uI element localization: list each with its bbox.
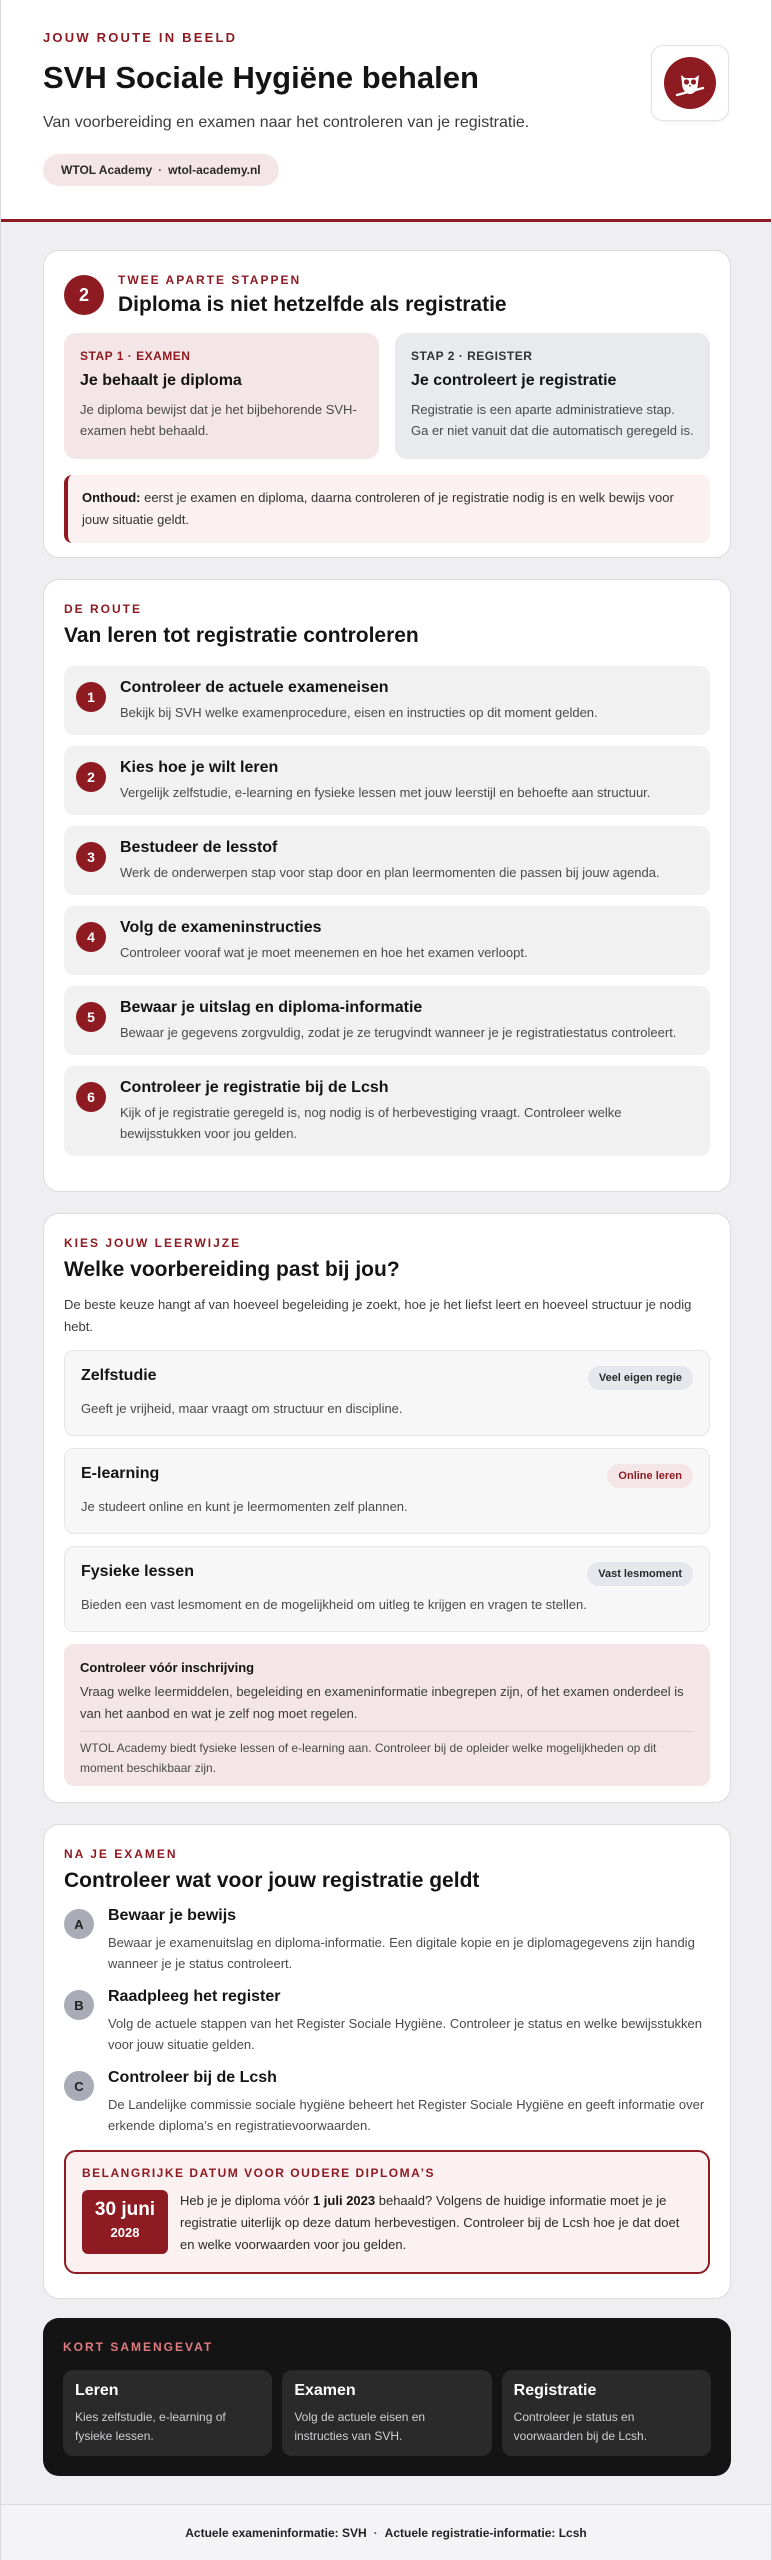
important-date-row xyxy=(82,2190,692,2256)
date-text-part-1: Heb je je diploma vóór xyxy=(180,2193,313,2208)
route-step-text: Kijk of je registratie geregeld is, nog nodig is of herbevestiging vraagt. Controleer welke bewijsstukken voor jou gelden. xyxy=(120,1105,622,1141)
page-subtitle: Van voorbereiding en examen naar het controleren van je registratie. xyxy=(43,114,530,131)
learning-option-fysieke-lessen xyxy=(64,1546,710,1632)
route-step-number: 1 xyxy=(76,682,106,712)
summary-row xyxy=(63,2370,711,2456)
check-note: WTOL Academy biedt fysieke lessen of e-learning aan. Controleer bij de opleider welke mogelijkheden op dit moment beschikbaar zijn. xyxy=(80,1731,694,1778)
page-header xyxy=(1,0,771,222)
important-date-text xyxy=(180,2190,692,2256)
learning-intro: De beste keuze hangt af van hoeveel begeleiding je zoekt, hoe je het liefst leert en hoeveel structuur je nodig hebt. xyxy=(64,1297,692,1334)
route-title: Van leren tot registratie controleren xyxy=(64,624,419,647)
learning-method-card xyxy=(43,1213,731,1803)
check-before-enrolment xyxy=(64,1644,710,1786)
list-item xyxy=(64,1907,710,1974)
item-text: Bewaar je examenuitslag en diploma-informatie. Een digitale kopie en je diplomagegevens zijn handig wanneer je je status controleert. xyxy=(108,1935,695,1971)
owl-icon xyxy=(664,57,716,109)
important-date-box xyxy=(64,2150,710,2274)
learning-title: Welke voorbereiding past bij jou? xyxy=(64,1258,400,1281)
two-steps-header xyxy=(64,273,710,317)
route-list xyxy=(64,666,710,1156)
route-step-number: 2 xyxy=(76,762,106,792)
step-exam-text: Je diploma bewijst dat je het bijbehorende SVH-examen hebt behaald. xyxy=(80,402,357,438)
after-exam-eyebrow: NA JE EXAMEN xyxy=(64,1847,178,1861)
option-title: Fysieke lessen xyxy=(81,1563,194,1580)
steps-split xyxy=(64,333,710,459)
list-item xyxy=(64,1988,710,2055)
footer-separator: · xyxy=(373,2525,378,2540)
item-title: Bewaar je bewijs xyxy=(108,1907,237,1924)
route-step-text: Vergelijk zelfstudie, e-learning en fysieke lessen met jouw leerstijl en behoefte aan structuur. xyxy=(120,785,651,800)
route-step-number: 4 xyxy=(76,922,106,952)
summary-item-text: Controleer je status en voorwaarden bij de Lcsh. xyxy=(513,2410,648,2443)
route-step-text: Werk de onderwerpen stap voor stap door en plan leermomenten die passen bij jouw agenda. xyxy=(120,865,660,880)
summary-card xyxy=(43,2318,731,2476)
summary-eyebrow: KORT SAMENGEVAT xyxy=(63,2340,214,2354)
option-tag: Online leren xyxy=(607,1464,693,1488)
step-register-box xyxy=(395,333,710,459)
route-card xyxy=(43,579,731,1192)
learning-option-zelfstudie xyxy=(64,1350,710,1436)
option-title: E-learning xyxy=(81,1465,160,1482)
route-step xyxy=(64,826,710,895)
section-number-badge: 2 xyxy=(64,275,104,315)
two-steps-card xyxy=(43,250,731,558)
date-text-part-2: behaald? Volgens de huidige informatie moet je je registratie uiterlijk op deze datum herbevestigen. Controleer bij de Lcsh hoe je dat doet en welke voorwaarden voor jou gelden. xyxy=(180,2193,680,2252)
date-text-bold: 1 juli 2023 xyxy=(312,2193,376,2208)
footer-exam-info: Actuele exameninformatie: SVH xyxy=(185,2525,367,2540)
brand-pill xyxy=(43,154,279,186)
route-eyebrow: DE ROUTE xyxy=(64,602,143,616)
route-step-text: Controleer vooraf wat je moet meenemen en hoe het examen verloopt. xyxy=(120,945,528,960)
item-text: De Landelijke commissie sociale hygiëne beheert het Register Sociale Hygiëne en geeft informatie over erkende diploma’s en registratievoorwaarden. xyxy=(108,2097,705,2133)
item-text: Volg de actuele stappen van het Register Sociale Hygiëne. Controleer je status en welke bewijsstukken voor jouw situatie gelden. xyxy=(108,2016,703,2052)
route-step-title: Controleer de actuele exameneisen xyxy=(120,679,389,696)
item-title: Raadpleeg het register xyxy=(108,1988,281,2005)
header-kicker: JOUW ROUTE IN BEELD xyxy=(43,30,238,45)
route-step-title: Controleer je registratie bij de Lcsh xyxy=(120,1079,389,1096)
route-step xyxy=(64,666,710,735)
item-letter-badge: B xyxy=(64,1990,94,2020)
important-date-label: BELANGRIJKE DATUM VOOR OUDERE DIPLOMA’S xyxy=(82,2166,435,2180)
route-step xyxy=(64,986,710,1055)
two-steps-title: Diploma is niet hetzelfde als registratie xyxy=(118,293,507,316)
route-step-title: Kies hoe je wilt leren xyxy=(120,759,279,776)
summary-item-text: Volg de actuele eisen en instructies van SVH. xyxy=(294,2410,426,2443)
option-tag: Vast lesmoment xyxy=(587,1562,693,1586)
option-text: Geeft je vrijheid, maar vraagt om structuur en discipline. xyxy=(81,1401,403,1416)
after-exam-list xyxy=(64,1907,710,2136)
option-text: Bieden een vast lesmoment en de mogelijkheid om uitleg te krijgen en vragen te stellen. xyxy=(81,1597,587,1612)
brand-name: WTOL Academy xyxy=(61,163,153,177)
step-exam-label: STAP 1 · EXAMEN xyxy=(80,349,191,363)
route-step-title: Volg de exameninstructies xyxy=(120,919,322,936)
logo xyxy=(651,45,729,121)
check-text: Vraag welke leermiddelen, begeleiding en exameninformatie inbegrepen zijn, of het examen onderdeel is van het aanbod en wat je zelf nog moet regelen. xyxy=(80,1684,684,1721)
summary-item-title: Leren xyxy=(75,2382,119,2399)
item-title: Controleer bij de Lcsh xyxy=(108,2069,277,2086)
step-exam-box xyxy=(64,333,379,459)
two-steps-eyebrow: TWEE APARTE STAPPEN xyxy=(118,273,302,287)
route-step-number: 5 xyxy=(76,1002,106,1032)
check-title: Controleer vóór inschrijving xyxy=(80,1660,255,1675)
route-step-title: Bestudeer de lesstof xyxy=(120,839,278,856)
after-exam-card xyxy=(43,1824,731,2299)
step-register-label: STAP 2 · REGISTER xyxy=(411,349,533,363)
route-step xyxy=(64,1066,710,1156)
pill-separator: · xyxy=(158,163,163,177)
route-step-number: 6 xyxy=(76,1082,106,1112)
date-badge xyxy=(82,2190,168,2254)
option-text: Je studeert online en kunt je leermomenten zelf plannen. xyxy=(81,1499,408,1514)
date-year: 2028 xyxy=(110,2225,140,2240)
footer-registration-info: Actuele registratie-informatie: Lcsh xyxy=(384,2525,587,2540)
option-tag: Veel eigen regie xyxy=(588,1366,693,1390)
list-item xyxy=(64,2069,710,2136)
summary-item-title: Registratie xyxy=(513,2382,597,2399)
date-day: 30 juni xyxy=(94,2199,156,2220)
summary-item-leren xyxy=(63,2370,272,2456)
summary-item-examen xyxy=(282,2370,491,2456)
route-step-number: 3 xyxy=(76,842,106,872)
item-letter-badge: C xyxy=(64,2071,94,2101)
option-title: Zelfstudie xyxy=(81,1367,157,1384)
route-step-title: Bewaar je uitslag en diploma-informatie xyxy=(120,999,423,1016)
brand-website: wtol-academy.nl xyxy=(168,163,261,177)
step-register-text: Registratie is een aparte administratieve stap. Ga er niet vanuit dat die automatisch geregeld is. xyxy=(411,402,694,438)
item-letter-badge: A xyxy=(64,1909,94,1939)
route-step-text: Bewaar je gegevens zorgvuldig, zodat je ze terugvindt wanneer je je registratiestatus controleert. xyxy=(120,1025,677,1040)
page-title: SVH Sociale Hygiëne behalen xyxy=(43,60,479,95)
remember-label: Onthoud: xyxy=(82,490,141,505)
remember-note xyxy=(64,475,710,543)
route-step xyxy=(64,906,710,975)
summary-item-text: Kies zelfstudie, e-learning of fysieke lessen. xyxy=(75,2410,226,2443)
remember-text: eerst je examen en diploma, daarna controleren of je registratie nodig is en welk bewijs voor jouw situatie geldt. xyxy=(82,490,674,527)
step-register-title: Je controleert je registratie xyxy=(411,372,617,389)
step-exam-title: Je behaalt je diploma xyxy=(80,372,242,389)
summary-item-registratie xyxy=(502,2370,711,2456)
summary-item-title: Examen xyxy=(294,2382,356,2399)
route-step-text: Bekijk bij SVH welke examenprocedure, eisen en instructies op dit moment gelden. xyxy=(120,705,598,720)
after-exam-title: Controleer wat voor jouw registratie geldt xyxy=(64,1869,480,1892)
route-step xyxy=(64,746,710,815)
learning-option-elearning xyxy=(64,1448,710,1534)
learning-eyebrow: KIES JOUW LEERWIJZE xyxy=(64,1236,242,1250)
page-footer xyxy=(1,2504,771,2560)
